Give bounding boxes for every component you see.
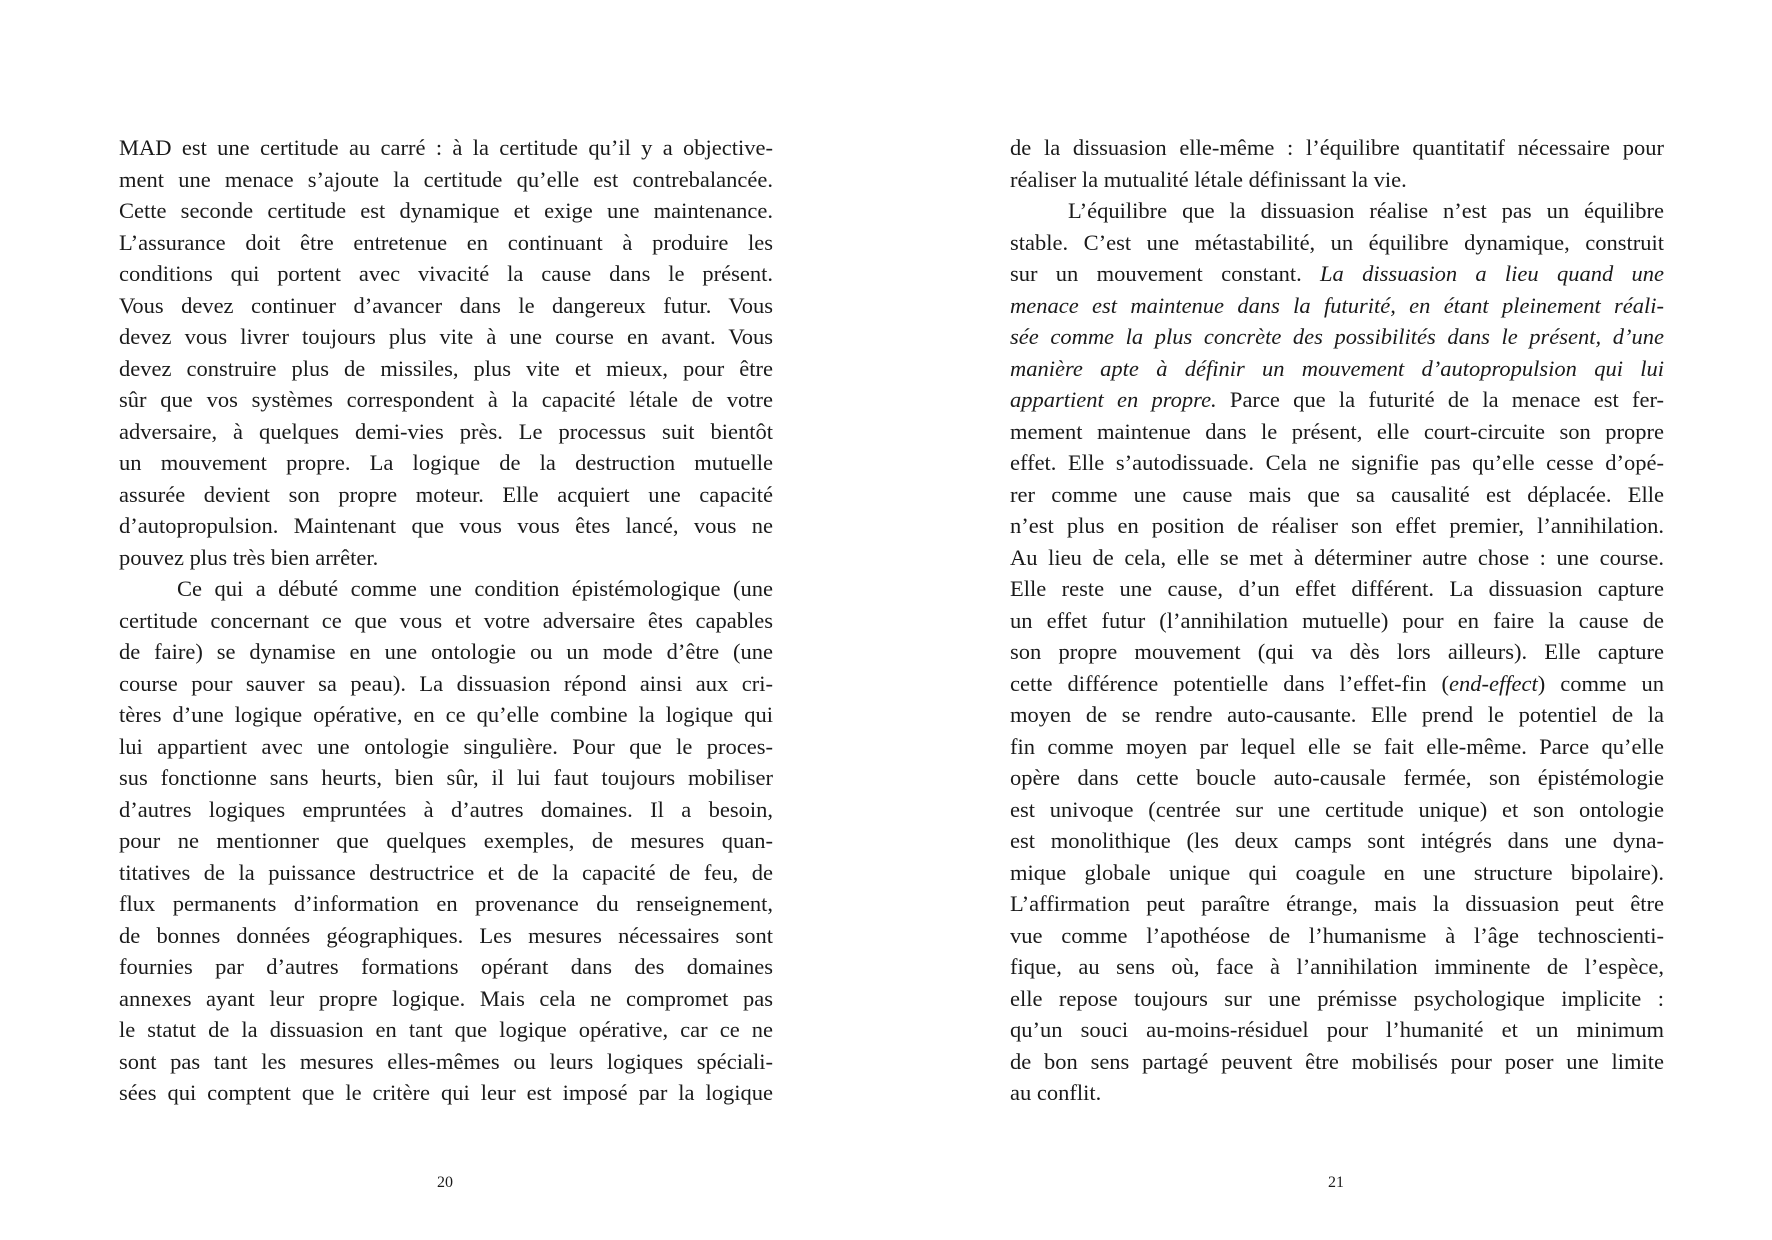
text-segment: de bon sens partagé peuvent être mobilisés pour poser une limite xyxy=(1010,1048,1664,1074)
text-segment: titatives de la puissance destructrice et de la capacité de feu, de xyxy=(119,859,773,885)
text-line xyxy=(119,195,773,227)
text-segment: d’autres logiques empruntées à d’autres domaines. Il a besoin, xyxy=(119,796,773,822)
text-segment: stable. C’est une métastabilité, un équilibre dynamique, construit xyxy=(1010,229,1664,255)
text-segment: L’assurance doit être entretenue en continuant à produire les xyxy=(119,229,773,255)
text-line xyxy=(1010,1014,1664,1046)
text-segment: L’affirmation peut paraître étrange, mais la dissuasion peut être xyxy=(1010,891,1664,916)
text-line xyxy=(1010,699,1664,731)
text-segment: sont pas tant les mesures elles-mêmes ou leurs logiques spéciali- xyxy=(119,1048,773,1074)
text-line xyxy=(1010,227,1664,259)
page-number: 20 xyxy=(437,1174,453,1191)
text-segment: vue comme l’apothéose de l’humanisme à l’âge technoscienti- xyxy=(1010,922,1664,948)
text-segment: fournies par d’autres formations opérant dans des domaines xyxy=(119,954,773,979)
text-segment: adversaire, à quelques demi-vies près. Le processus suit bientôt xyxy=(119,418,773,444)
text-line xyxy=(1010,573,1664,605)
text-line xyxy=(119,290,773,322)
text-line xyxy=(1010,605,1664,637)
text-segment: pouvez plus très bien arrêter. xyxy=(119,544,379,570)
text-line xyxy=(1010,983,1664,1015)
text-line xyxy=(1010,951,1664,983)
text-segment: de faire) se dynamise en une ontologie ou un mode d’être (une xyxy=(119,639,773,664)
italic-text: appartient en propre. xyxy=(1010,387,1217,412)
text-segment: Elle reste une cause, d’un effet différent. La dissuasion capture xyxy=(1010,576,1664,601)
text-line xyxy=(119,510,773,542)
text-segment: annexes ayant leur propre logique. Mais cela ne compromet pas xyxy=(119,985,773,1011)
text-line xyxy=(119,983,773,1015)
text-line xyxy=(1010,888,1664,920)
text-segment: réaliser la mutualité létale définissant la vie. xyxy=(1010,166,1407,192)
text-segment: mement maintenue dans le présent, elle court-circuite son propre xyxy=(1010,418,1664,444)
text-segment: Cette seconde certitude est dynamique et exige une maintenance. xyxy=(119,198,773,223)
text-line xyxy=(119,258,773,290)
text-line xyxy=(119,731,773,763)
text-line xyxy=(119,605,773,637)
italic-text: manière apte à définir un mouvement d’autopropulsion qui lui xyxy=(1010,355,1664,381)
text-segment: rer comme une cause mais que sa causalité est déplacée. Elle xyxy=(1010,481,1664,507)
text-line xyxy=(119,1014,773,1046)
text-segment: fique, au sens où, face à l’annihilation imminente de l’espèce, xyxy=(1010,954,1664,979)
text-line xyxy=(1010,510,1664,542)
text-line xyxy=(119,321,773,353)
text-line xyxy=(1010,825,1664,857)
text-segment: sus fonctionne sans heurts, bien sûr, il lui faut toujours mobiliser xyxy=(119,765,773,790)
text-segment: Ce qui a débuté comme une condition épistémologique (une xyxy=(177,576,773,601)
text-line xyxy=(1010,290,1664,322)
text-line xyxy=(1010,195,1664,227)
text-segment: Parce que la futurité de la menace est fer- xyxy=(1216,387,1664,412)
text-segment: Vous devez continuer d’avancer dans le dangereux futur. Vous xyxy=(119,292,773,318)
text-segment: tères d’une logique opérative, en ce qu’elle combine la logique qui xyxy=(119,702,773,727)
text-line xyxy=(119,384,773,416)
italic-text: sée comme la plus concrète des possibilités dans le présent, d’une xyxy=(1010,324,1664,349)
text-line xyxy=(1010,258,1664,290)
text-line xyxy=(1010,636,1664,668)
text-line xyxy=(1010,384,1664,416)
text-line xyxy=(119,447,773,479)
page-number: 21 xyxy=(1328,1174,1344,1191)
text-line xyxy=(119,573,773,605)
text-line xyxy=(1010,1046,1664,1078)
text-line xyxy=(119,416,773,448)
text-line xyxy=(119,825,773,857)
text-line xyxy=(119,857,773,889)
text-line xyxy=(119,542,773,574)
italic-text: menace est maintenue dans la futurité, en étant pleinement réali- xyxy=(1010,292,1664,318)
text-line xyxy=(1010,731,1664,763)
text-segment: cette différence potentielle dans l’effet-fin ( xyxy=(1010,670,1450,696)
text-line xyxy=(119,888,773,920)
text-segment: son propre mouvement (qui va dès lors ailleurs). Elle capture xyxy=(1010,639,1664,664)
text-line xyxy=(1010,1077,1664,1109)
right-text-column xyxy=(1010,132,1664,1109)
text-segment: mique globale unique qui coagule en une structure bipolaire). xyxy=(1010,859,1664,885)
text-line xyxy=(1010,416,1664,448)
text-line xyxy=(1010,479,1664,511)
left-text-column xyxy=(119,132,773,1109)
text-segment: de la dissuasion elle-même : l’équilibre quantitatif nécessaire pour xyxy=(1010,135,1664,160)
text-segment: sûr que vos systèmes correspondent à la capacité létale de votre xyxy=(119,387,773,412)
text-segment: devez construire plus de missiles, plus vite et mieux, pour être xyxy=(119,355,773,381)
text-line xyxy=(1010,668,1664,700)
text-segment: flux permanents d’information en provenance du renseignement, xyxy=(119,891,773,916)
text-line xyxy=(119,794,773,826)
text-line xyxy=(119,636,773,668)
text-line xyxy=(119,920,773,952)
text-segment: un effet futur (l’annihilation mutuelle) pour en faire la cause de xyxy=(1010,607,1664,633)
text-segment: sées qui comptent que le critère qui leur est imposé par la logique xyxy=(119,1080,773,1105)
text-segment: certitude concernant ce que vous et votre adversaire êtes capables xyxy=(119,607,773,633)
text-segment: n’est plus en position de réaliser son effet premier, l’annihilation. xyxy=(1010,513,1664,538)
italic-text: end-effect xyxy=(1449,670,1538,696)
text-segment: lui appartient avec une ontologie singulière. Pour que le proces- xyxy=(119,733,773,759)
text-line xyxy=(1010,794,1664,826)
text-line xyxy=(1010,447,1664,479)
text-segment: est monolithique (les deux camps sont intégrés dans une dyna- xyxy=(1010,828,1664,853)
text-line xyxy=(119,1046,773,1078)
text-segment: fin comme moyen par lequel elle se fait elle-même. Parce qu’elle xyxy=(1010,733,1664,759)
text-segment: conditions qui portent avec vivacité la cause dans le présent. xyxy=(119,261,773,286)
text-line xyxy=(1010,132,1664,164)
text-segment: effet. Elle s’autodissuade. Cela ne signifie pas qu’elle cesse d’opé- xyxy=(1010,450,1664,475)
text-line xyxy=(1010,164,1664,196)
text-segment: sur un mouvement constant. xyxy=(1010,261,1321,286)
right-page xyxy=(886,0,1772,1240)
text-segment: Au lieu de cela, elle se met à déterminer autre chose : une course. xyxy=(1010,544,1664,570)
text-line xyxy=(119,479,773,511)
text-line xyxy=(119,762,773,794)
text-line xyxy=(119,699,773,731)
text-segment: au conflit. xyxy=(1010,1080,1102,1105)
text-segment: MAD est une certitude au carré : à la certitude qu’il y a objective- xyxy=(119,135,773,160)
text-line xyxy=(119,951,773,983)
text-line xyxy=(1010,857,1664,889)
text-line xyxy=(1010,920,1664,952)
text-segment: course pour sauver sa peau). La dissuasion répond ainsi aux cri- xyxy=(119,670,773,696)
text-segment: ) comme un xyxy=(1537,670,1664,696)
text-segment: qu’un souci au-moins-résiduel pour l’humanité et un minimum xyxy=(1010,1017,1664,1042)
text-line xyxy=(1010,321,1664,353)
text-line xyxy=(119,353,773,385)
text-segment: ment une menace s’ajoute la certitude qu’elle est contrebalancée. xyxy=(119,166,773,192)
text-segment: est univoque (centrée sur une certitude unique) et son ontologie xyxy=(1010,796,1664,822)
text-segment: d’autopropulsion. Maintenant que vous vous êtes lancé, vous ne xyxy=(119,513,773,538)
text-segment: elle repose toujours sur une prémisse psychologique implicite : xyxy=(1010,985,1664,1011)
text-line xyxy=(1010,353,1664,385)
text-line xyxy=(1010,542,1664,574)
text-segment: de bonnes données géographiques. Les mesures nécessaires sont xyxy=(119,922,773,948)
text-line xyxy=(1010,762,1664,794)
text-line xyxy=(119,227,773,259)
italic-text: La dissuasion a lieu quand une xyxy=(1320,261,1664,286)
text-segment: opère dans cette boucle auto-causale fermée, son épistémologie xyxy=(1010,765,1664,790)
text-segment: devez vous livrer toujours plus vite à une course en avant. Vous xyxy=(119,324,773,349)
text-line xyxy=(119,164,773,196)
text-segment: le statut de la dissuasion en tant que logique opérative, car ce ne xyxy=(119,1017,773,1042)
text-line xyxy=(119,1077,773,1109)
text-segment: L’équilibre que la dissuasion réalise n’est pas un équilibre xyxy=(1068,198,1664,223)
text-segment: un mouvement propre. La logique de la destruction mutuelle xyxy=(119,450,773,475)
text-segment: assurée devient son propre moteur. Elle acquiert une capacité xyxy=(119,481,773,507)
text-line xyxy=(119,668,773,700)
text-segment: moyen de se rendre auto-causante. Elle prend le potentiel de la xyxy=(1010,702,1664,727)
text-line xyxy=(119,132,773,164)
text-segment: pour ne mentionner que quelques exemples, de mesures quan- xyxy=(119,828,773,853)
